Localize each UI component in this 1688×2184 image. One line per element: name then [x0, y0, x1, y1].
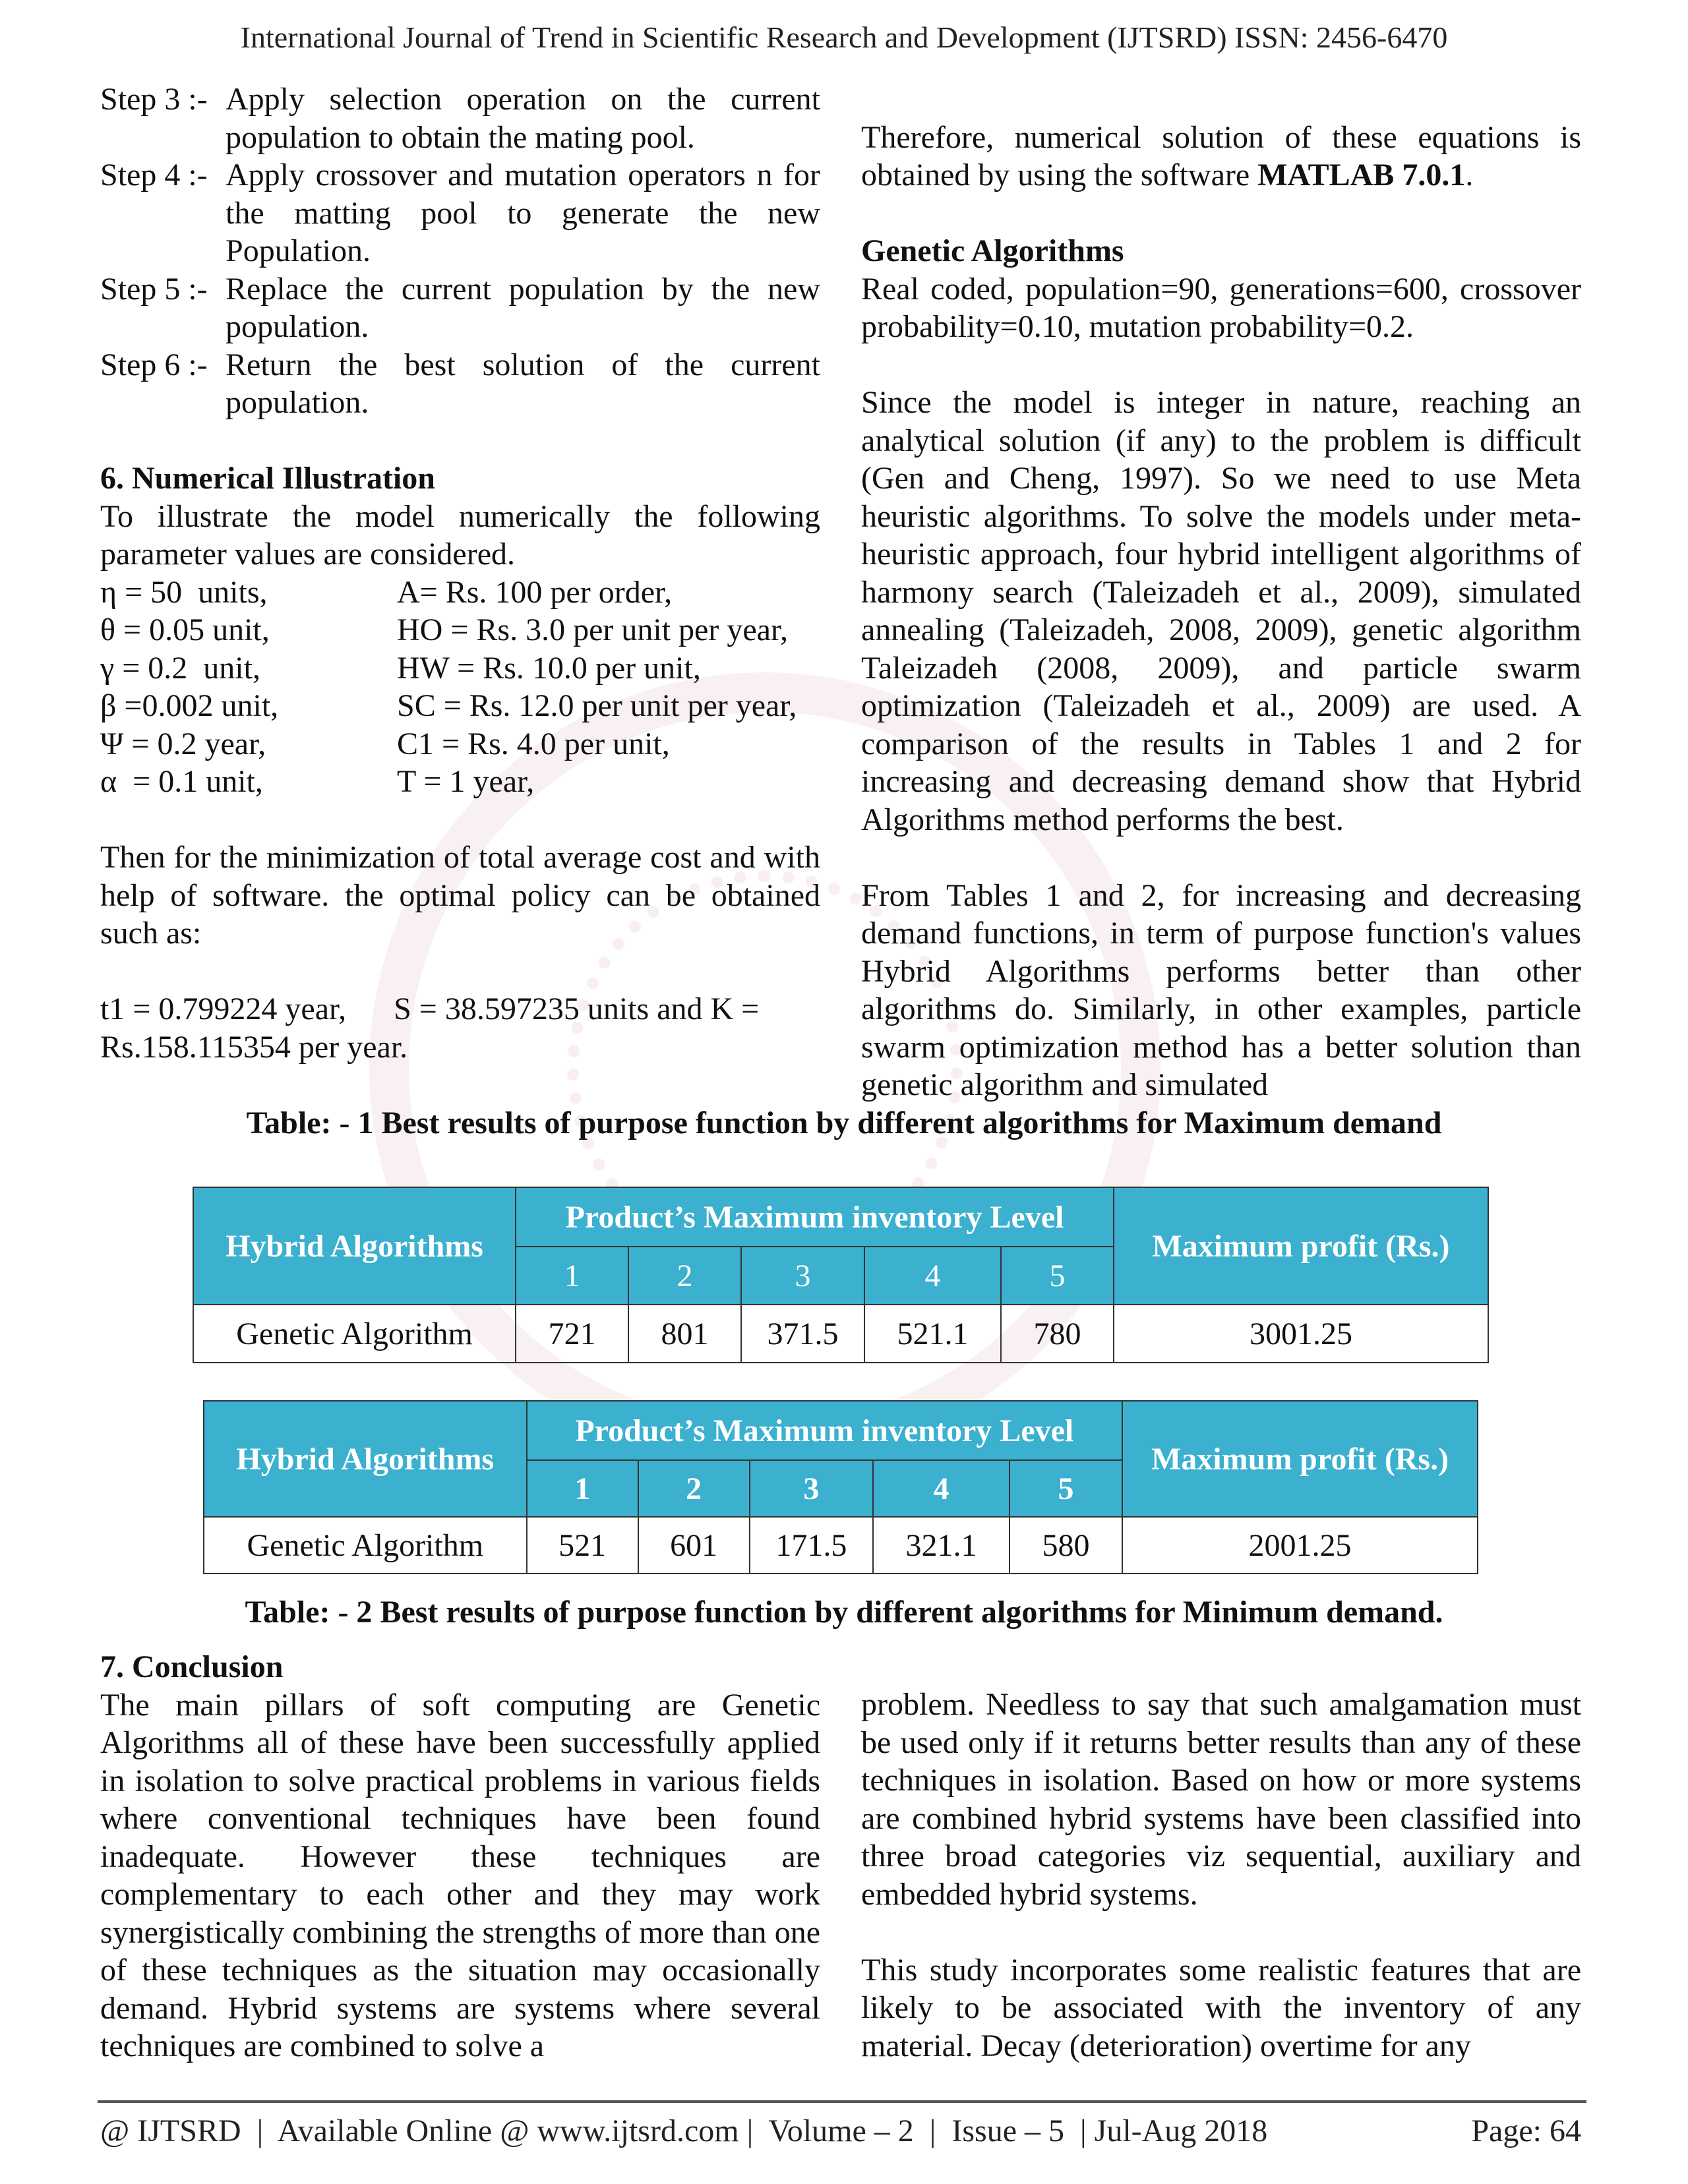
table-2-caption: Table: - 2 Best results of purpose function by different algorithms for Minimum demand. [245, 1595, 1443, 1630]
step-label: Step 3 :- [100, 82, 208, 117]
table-2-level: 3 [750, 1460, 873, 1517]
section-6-intro: To illustrate the model numerically the following parameter values are considered. [100, 498, 820, 572]
table-1-caption: Table: - 1 Best results of purpose function by different algorithms for Maximum demand [246, 1106, 1442, 1140]
table-2-value: 580 [1010, 1517, 1122, 1574]
parameter-symbol-value: γ = 0.2 unit, [100, 650, 260, 686]
conclusion-left-text: The main pillars of soft computing are Genetic Algorithms all of these have been successfully applied in isolation to solve practical problems in various fields where conventional techniques have been found inadequate. However these techniques are complementary to each other and they may work synergistically combining the strengths of more than one of these techniques as the situation may occasionally demand. Hybrid systems are systems where several techniques are combined to solve a [100, 1687, 820, 2063]
table-1-header-profit: Maximum profit (Rs.) [1114, 1187, 1488, 1305]
table-1-level: 5 [1001, 1247, 1114, 1305]
table-2-value: 521 [527, 1517, 638, 1574]
table-1-level: 1 [516, 1247, 628, 1305]
table-2-level: 4 [873, 1460, 1010, 1517]
conclusion-heading: 7. Conclusion [100, 1649, 284, 1684]
parameter-symbol-value: θ = 0.05 unit, [100, 612, 270, 647]
journal-header: International Journal of Trend in Scientific Research and Development (IJTSRD) ISSN: 2456-6470 [240, 20, 1448, 54]
conclusion-right-text-1: problem. Needless to say that such amalgamation must be used only if it returns better results than any of these techniques in isolation. Based on how or more systems are combined hybrid systems have been classified into three broad categories viz sequential, auxiliary and embedded hybrid systems. [861, 1687, 1581, 1912]
algorithm-step [100, 346, 820, 422]
step-label: Step 5 :- [100, 271, 208, 307]
footer-divider [98, 2100, 1586, 2103]
parameter-symbol-value: Ψ = 0.2 year, [100, 726, 266, 761]
table-2-header-profit: Maximum profit (Rs.) [1122, 1401, 1478, 1517]
left-column [100, 80, 820, 1066]
parameter-cost-value: A= Rs. 100 per order, [397, 574, 673, 610]
table-2-profit: 2001.25 [1122, 1517, 1478, 1574]
parameter-cost-value: SC = Rs. 12.0 per unit per year, [397, 688, 797, 723]
table-1-profit: 3001.25 [1114, 1305, 1488, 1363]
algorithm-step [100, 156, 820, 270]
footer-info: @ IJTSRD | Available Online @ www.ijtsrd.com | Volume – 2 | Issue – 5 | Jul-Aug 2018 [100, 2113, 1268, 2148]
table-1-header-algorithm: Hybrid Algorithms [193, 1187, 516, 1305]
table-1-value: 371.5 [741, 1305, 864, 1363]
parameter-symbol-value: β =0.002 unit, [100, 688, 279, 723]
table-row [193, 1305, 1488, 1363]
matlab-paragraph: Therefore, numerical solution of these equations is obtained by using the software MATLAB 7.0.1. [861, 119, 1581, 192]
algorithm-steps [100, 80, 820, 422]
conclusion-right [861, 1686, 1581, 2065]
parameter-list [100, 574, 820, 801]
algorithm-step [100, 270, 820, 346]
table-1-level: 3 [741, 1247, 864, 1305]
table-2-level: 5 [1010, 1460, 1122, 1517]
step-text: Apply selection operation on the current population to obtain the mating pool. [226, 82, 820, 155]
table-2 [203, 1400, 1478, 1574]
table-row [204, 1517, 1478, 1574]
step-label: Step 4 :- [100, 158, 208, 192]
table-1 [193, 1187, 1489, 1363]
algorithm-step [100, 80, 820, 156]
page-number: Page: 64 [1471, 2113, 1581, 2148]
step-label: Step 6 :- [100, 347, 208, 382]
optimal-result-line-1: t1 = 0.799224 year, S = 38.597235 units and K = [100, 991, 760, 1026]
table-1-value: 801 [628, 1305, 741, 1363]
section-6-heading: 6. Numerical Illustration [100, 461, 435, 496]
parameter-cost-value: HW = Rs. 10.0 per unit, [397, 650, 701, 686]
right-column [861, 80, 1581, 1104]
table-2-row-name: Genetic Algorithm [204, 1517, 527, 1574]
software-name: MATLAB 7.0.1 [1257, 158, 1466, 192]
table-1-value: 521.1 [864, 1305, 1001, 1363]
page-footer [100, 2113, 1581, 2149]
table-1-row-name: Genetic Algorithm [193, 1305, 516, 1363]
ga-heading: Genetic Algorithms [861, 233, 1124, 268]
ga-parameters: Real coded, population=90, generations=600, crossover probability=0.10, mutation probability=0.2. [861, 271, 1581, 344]
tables-paragraph: From Tables 1 and 2, for increasing and decreasing demand functions, in term of purpose function's values Hybrid Algorithms performs better than other algorithms do. Similarly, in other examples, particle swarm optimization method has a better solution than genetic algorithm and simulated [861, 877, 1581, 1102]
table-2-value: 321.1 [873, 1517, 1010, 1574]
table-1-level: 2 [628, 1247, 741, 1305]
conclusion-left [100, 1648, 820, 2065]
table-2-header-inventory: Product’s Maximum inventory Level [527, 1401, 1123, 1460]
step-text: Replace the current population by the new population. [226, 271, 820, 344]
table-1-level: 4 [864, 1247, 1001, 1305]
table-2-header-algorithm: Hybrid Algorithms [204, 1401, 527, 1517]
comparison-paragraph: Since the model is integer in nature, reaching an analytical solution (if any) to the problem is difficult (Gen and Cheng, 1997). So we need to use Meta heuristic algorithms. To solve the models under meta-heuristic approach, four hybrid intelligent algorithms of harmony search (Taleizadeh et al., 2009), simulated annealing (Taleizadeh, 2008, 2009), genetic algorithm Taleizadeh (2008, 2009), and particle swarm optimization (Taleizadeh et al., 2009) are used. A comparison of the results in Tables 1 and 2 for increasing and decreasing demand show that Hybrid Algorithms method performs the best. [861, 385, 1581, 837]
parameter-symbol-value: α = 0.1 unit, [100, 764, 263, 799]
optimal-result-line-2: Rs.158.115354 per year. [100, 1029, 408, 1065]
parameter-symbol-value: η = 50 units, [100, 574, 268, 610]
matlab-text: Therefore, numerical solution of these equations is obtained by using the software [861, 119, 1581, 192]
parameter-cost-value: T = 1 year, [397, 764, 535, 799]
parameter-cost-value: HO = Rs. 3.0 per unit per year, [397, 612, 789, 647]
table-2-level: 2 [638, 1460, 750, 1517]
conclusion-right-text-2: This study incorporates some realistic features that are likely to be associated with the inventory of any material. Decay (deterioration) overtime for any [861, 1952, 1581, 2063]
parameter-cost-value: C1 = Rs. 4.0 per unit, [397, 726, 670, 761]
table-1-header-inventory: Product’s Maximum inventory Level [516, 1187, 1114, 1247]
minimization-text: Then for the minimization of total average cost and with help of software. the optimal policy can be obtained such as: [100, 840, 820, 951]
step-text: Apply crossover and mutation operators n for the matting pool to generate the new Population. [226, 158, 820, 268]
table-1-value: 721 [516, 1305, 628, 1363]
table-1-value: 780 [1001, 1305, 1114, 1363]
step-text: Return the best solution of the current population. [226, 347, 820, 420]
table-2-level: 1 [527, 1460, 638, 1517]
table-2-value: 171.5 [750, 1517, 873, 1574]
table-2-value: 601 [638, 1517, 750, 1574]
